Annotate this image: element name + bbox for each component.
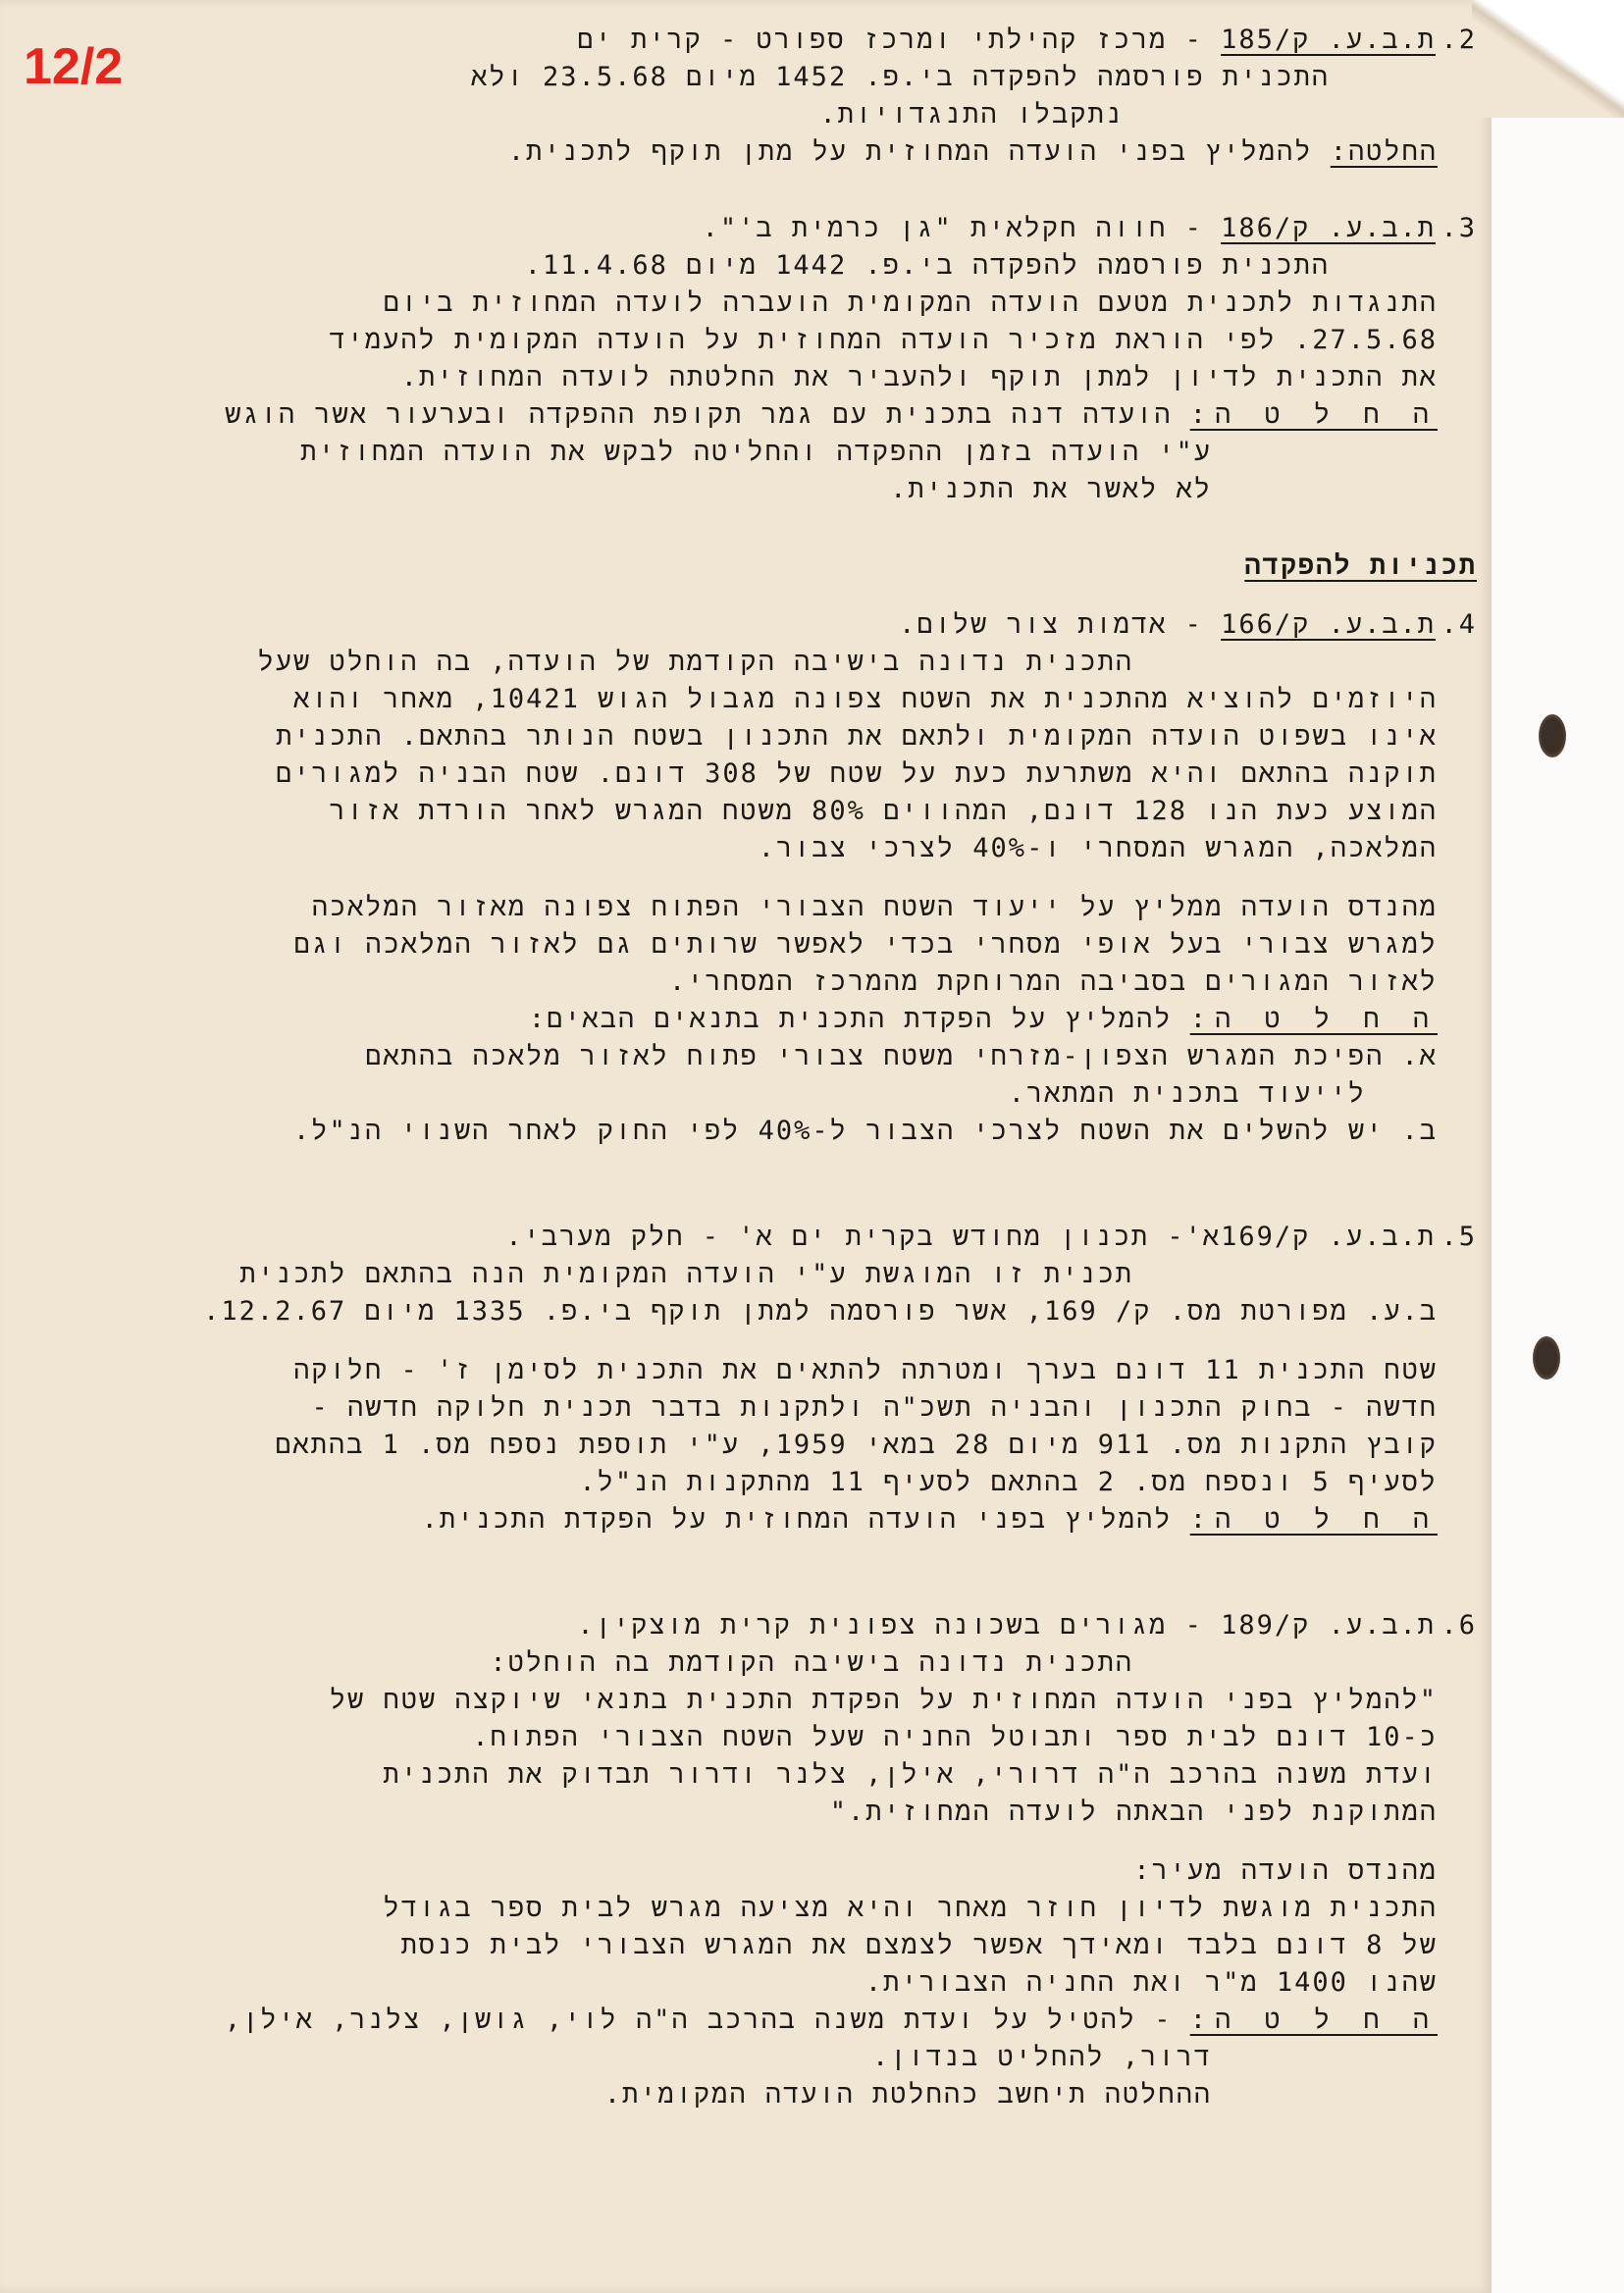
item-3-heading <box>152 210 1477 247</box>
decision-label: ה ח ל ט ה: <box>1189 1504 1438 1535</box>
plan-ref: ת.ב.ע. ק/185 <box>1221 25 1436 55</box>
condition-line: א. הפיכת המגרש הצפון-מזרחי משטח צבורי פתוח לאזור מלאכה בהתאם <box>365 1041 1438 1071</box>
condition-line: ב. יש להשלים את השטח לצרכי הצבור ל-40% לפי החוק לאחר השנוי הנ"ל. <box>293 1116 1438 1146</box>
section-heading: תכניות להפקדה <box>1244 550 1477 581</box>
text-line: תכנית זו המוגשת ע"י הועדה המקומית הנה בהתאם לתכנית <box>239 1259 1133 1289</box>
folded-corner <box>1472 0 1624 118</box>
punch-hole-bottom <box>1533 1336 1560 1380</box>
decision-label: החלטה: <box>1330 136 1438 167</box>
text-line: דרור, להחליט בנדון. <box>871 2042 1212 2072</box>
text-line: 27.5.68. לפי הוראת מזכיר הועדה המחוזית על הועדה המקומית להעמיד <box>329 325 1438 355</box>
text-line: של 8 דונם בלבד ומאידך אפשר לצמצם את המגרש הצבורי לבית כנסת <box>400 1930 1438 1960</box>
text-line: אינו בשפוט הועדה המקומית ולתאם את התכנון בשטח הנותר בהתאם. התכנית <box>276 721 1438 752</box>
text-line: מהנדס הועדה ממליץ על ייעוד השטח הצבורי הפתוח צפונה מאזור המלאכה <box>311 892 1438 922</box>
text-line: נתקבלו התנגדויות. <box>819 99 1124 130</box>
decision-text: להמליץ על הפקדת התכנית בתנאים הבאים: <box>528 1004 1190 1034</box>
item-2-heading <box>152 22 1477 59</box>
decision-line <box>152 1001 1477 1038</box>
plan-ref: ת.ב.ע. ק/169א' <box>1184 1222 1436 1252</box>
decision-text: - להטיל על ועדת משנה בהרכב ה"ה לוי, גושן, צלנר, אילן, <box>224 2005 1190 2035</box>
text-line: התכנית פורסמה להפקדה בי.פ. 1452 מיום 23.5.68 ולא <box>471 62 1330 92</box>
decision-label: ה ח ל ט ה: <box>1189 399 1438 430</box>
decision-text: להמליץ בפני הועדה המחוזית על מתן תוקף לתכנית. <box>507 136 1331 167</box>
text-line: קובץ התקנות מס. 911 מיום 28 במאי 1959, ע"י תוספת נספח מס. 1 בהתאם <box>275 1430 1438 1460</box>
item-5 <box>152 1219 1477 1538</box>
text-line: ב.ע. מפורטת מס. ק/ 169, אשר פורסמה למתן תוקף בי.פ. 1335 מיום 12.2.67. <box>203 1296 1438 1327</box>
text-line: היוזמים להוציא מהתכנית את השטח צפונה מגבול הגוש 10421, מאחר והוא <box>293 684 1438 714</box>
text-line: חדשה - בחוק התכנון והבניה תשכ"ה ולתקנות בדבר תכנית חלוקה חדשה - <box>311 1392 1438 1423</box>
text-line: מהנדס הועדה מעיר: <box>1133 1855 1438 1886</box>
text-line: המוצע כעת הנו 128 דונם, המהווים 80% משטח המגרש לאחר הורדת אזור <box>329 796 1438 826</box>
decision-line <box>152 396 1477 434</box>
decision-label: ה ח ל ט ה: <box>1189 2005 1438 2035</box>
scan-margin <box>1492 0 1624 2293</box>
text-line: המלאכה, המגרש המסחרי ו-40% לצרכי צבור. <box>758 833 1438 863</box>
text-line: תוקנה בהתאם והיא משתרעת כעת על שטח של 308 דונם. שטח הבניה למגורים <box>275 758 1438 789</box>
text-line: כ-10 דונם לבית ספר ותבוטל החניה שעל השטח הצבורי הפתוח. <box>472 1722 1438 1752</box>
item-number: 4. <box>1441 609 1477 640</box>
plan-title: - תכנון מחודש בקרית ים א' - חלק מערבי. <box>505 1222 1185 1252</box>
decision-label: ה ח ל ט ה: <box>1189 1004 1438 1034</box>
document-body <box>152 22 1477 2113</box>
plan-ref: ת.ב.ע. ק/166 <box>1221 609 1436 640</box>
item-number: 2. <box>1441 25 1477 55</box>
plan-title: - חווה חקלאית "גן כרמית ב'". <box>702 213 1222 243</box>
text-line: ע"י הועדה בזמן ההפקדה והחליטה לבקש את הועדה המחוזית <box>300 437 1212 467</box>
plan-title: - מגורים בשכונה צפונית קרית מוצקין. <box>577 1610 1222 1641</box>
decision-line <box>152 1501 1477 1538</box>
plan-ref: ת.ב.ע. ק/189 <box>1221 1610 1436 1641</box>
item-2 <box>152 22 1477 171</box>
item-number: 5. <box>1441 1222 1477 1252</box>
item-6 <box>152 1607 1477 2113</box>
text-line: התכנית נדונה בישיבה הקודמת של הועדה, בה הוחלט שעל <box>257 647 1133 677</box>
page-number: 12/2 <box>24 38 124 95</box>
text-line: ועדת משנה בהרכב ה"ה דרורי, אילן, צלנר ודרור תבדוק את התכנית <box>383 1759 1438 1790</box>
plan-title: - אדמות צור שלום. <box>899 609 1222 640</box>
item-number: 3. <box>1441 213 1477 243</box>
text-line: התכנית פורסמה להפקדה בי.פ. 1442 מיום 11.4.68. <box>524 250 1330 281</box>
decision-text: הועדה דנה בתכנית עם גמר תקופת ההפקדה ובערעור אשר הוגש <box>225 399 1190 430</box>
item-3 <box>152 210 1477 508</box>
text-line: שטח התכנית 11 דונם בערך ומטרתה להתאים את התכנית לסימן ז' - חלוקה <box>293 1355 1438 1385</box>
text-line: לא לאשר את התכנית. <box>890 474 1212 504</box>
decision-line <box>152 133 1477 171</box>
decision-line <box>152 2002 1477 2039</box>
text-line: התנגדות לתכנית מטעם הועדה המקומית הועברה לועדה המחוזית ביום <box>383 287 1438 318</box>
text-line: למגרש צבורי בעל אופי מסחרי בכדי לאפשר שרותים גם לאזור המלאכה וגם <box>293 929 1438 960</box>
item-4-heading <box>152 606 1477 644</box>
condition-line: לייעוד בתכנית המתאר. <box>1008 1078 1438 1109</box>
decision-text: להמליץ בפני הועדה המחוזית על הפקדת התכנית. <box>421 1504 1190 1535</box>
text-line: התכנית מוגשת לדיון חוזר מאחר והיא מציעה מגרש לבית ספר בגודל <box>383 1893 1438 1923</box>
text-line: שהנו 1400 מ"ר ואת החניה הצבורית. <box>864 1967 1438 1998</box>
text-line: ההחלטה תיחשב כהחלטת הועדה המקומית. <box>603 2079 1212 2110</box>
item-5-heading <box>152 1219 1477 1256</box>
text-line: את התכנית לדיון למתן תוקף ולהעביר את החלטתה לועדה המחוזית. <box>400 362 1438 392</box>
text-line: "להמליץ בפני הועדה המחוזית על הפקדת התכנית בתנאי שיוקצה שטח של <box>329 1685 1438 1715</box>
item-number: 6. <box>1441 1610 1477 1641</box>
text-line: התכנית נדונה בישיבה הקודמת בה הוחלט: <box>490 1647 1133 1678</box>
item-4 <box>152 606 1477 1150</box>
text-line: לאזור המגורים בסביבה המרוחקת מהמרכז המסחרי. <box>668 966 1438 997</box>
plan-ref: ת.ב.ע. ק/186 <box>1221 213 1436 243</box>
text-line: המתוקנת לפני הבאתה לועדה המחוזית." <box>829 1797 1438 1827</box>
text-line: לסעיף 5 ונספח מס. 2 בהתאם לסעיף 11 מהתקנות הנ"ל. <box>579 1467 1438 1497</box>
punch-hole-top <box>1539 714 1566 757</box>
item-6-heading <box>152 1607 1477 1644</box>
plan-title: - מרכז קהילתי ומרכז ספורט - קרית ים <box>577 25 1222 55</box>
